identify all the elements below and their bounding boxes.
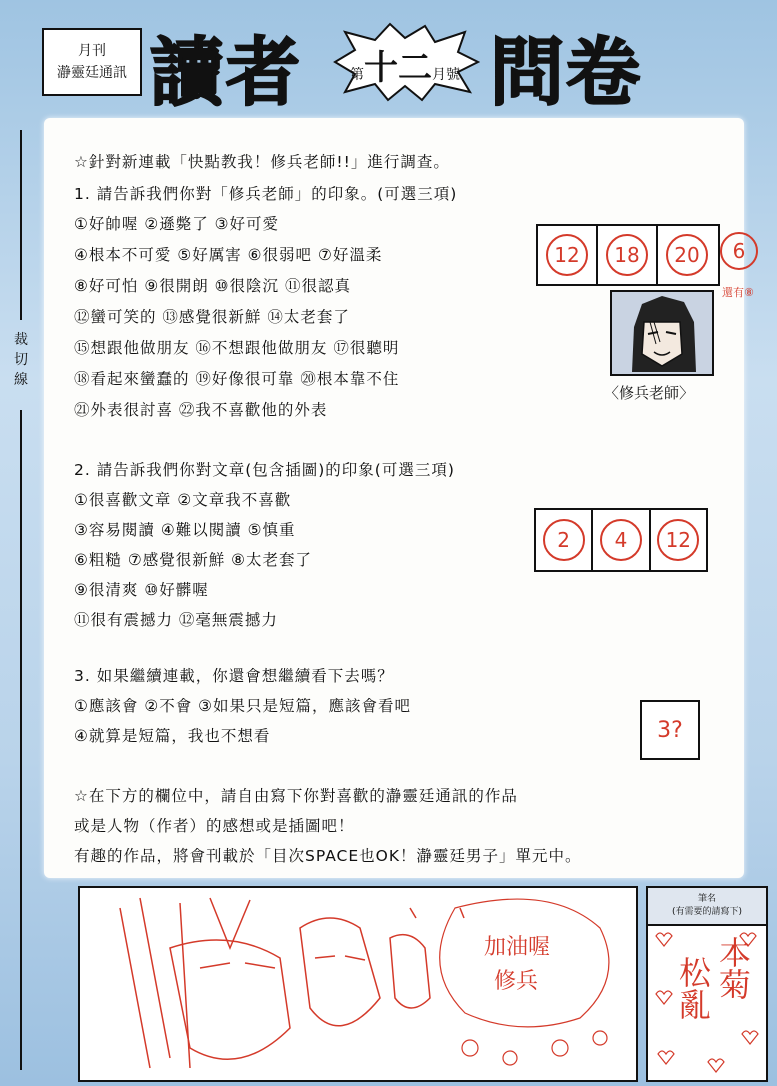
cut-char: 線 [14,372,28,388]
portrait-caption: 〈修兵老師〉 [604,384,695,402]
q1-extra-note: 還有⑧ [722,286,754,299]
cut-char: 裁 [14,332,28,348]
cut-char: 切 [14,352,28,368]
q1-option-line: ①好帥喔 ②遜斃了 ③好可愛 [74,215,280,233]
q1-option-line: ⑱看起來蠻蠢的 ⑲好像很可靠 ⑳根本靠不住 [74,370,400,388]
q1-answer: 20 [666,234,708,276]
q2-option-line: ⑨很清爽 ⑩好髒喔 [74,581,209,599]
intro-text: ☆針對新連載「快點教我！修兵老師!!」進行調查。 [74,153,450,171]
magazine-label-line2: 瀞靈廷通訊 [57,65,127,81]
cut-line-top [20,130,22,320]
heart-doodle-icon [648,924,766,1080]
issue-number: 十二 [364,48,432,88]
portrait-image [610,290,714,376]
title-right: 問卷 [490,30,642,116]
q3-answer: 3? [657,717,683,743]
q1-option-line: ⑧好可怕 ⑨很開朗 ⑩很陰沉 ⑪很認真 [74,277,351,295]
pen-name-title: 筆名 [697,894,716,904]
q1-answer-box[interactable] [536,224,720,286]
q3-title: 3. 如果繼續連載，你還會想繼續看下去嗎？ [74,667,394,685]
q1-answer: 18 [606,234,648,276]
pen-name-header [648,888,766,926]
q2-option-line: ⑪很有震撼力 ⑫毫無震撼力 [74,611,278,629]
q1-option-line: ⑫蠻可笑的 ⑬感覺很新鮮 ⑭太老套了 [74,308,350,326]
q2-answer: 12 [657,519,699,561]
bubble-line1: 加油喔 [484,935,551,960]
q2-title: 2. 請告訴我們你對文章(包含插圖)的印象(可選三項) [74,461,455,479]
pen-name-hint: (有需要的請寫下) [671,907,743,917]
q1-option-line: ④根本不可愛 ⑤好厲害 ⑥很弱吧 ⑦好溫柔 [74,246,383,264]
q1-answer: 12 [546,234,588,276]
pen-name-col1: 松亂 [674,956,712,1020]
q2-option-line: ③容易閱讀 ④難以閱讀 ⑤慎重 [74,521,296,539]
fan-sketch-icon [80,888,636,1080]
q1-option-line: ⑮想跟他做朋友 ⑯不想跟他做朋友 ⑰很聽明 [74,339,400,357]
issue-label [330,40,480,89]
q1-extra-answer: 6 [720,232,758,270]
magazine-label [42,28,142,96]
pen-name-box[interactable] [646,886,768,1082]
free-text-line: 或是人物（作者）的感想或是插圖吧！ [74,817,355,835]
q2-answer: 4 [600,519,642,561]
bubble-line2: 修兵 [494,969,539,994]
drawing-area[interactable] [78,886,638,1082]
q2-answer: 2 [543,519,585,561]
character-portrait-icon [612,292,712,374]
q3-answer-box[interactable] [640,700,700,760]
cut-line-bottom [20,410,22,1070]
title-left: 讀者 [150,30,302,116]
q1-title: 1. 請告訴我們你對「修兵老師」的印象。(可選三項) [74,185,458,203]
cut-label [6,330,36,390]
pen-name-col2: 本菊 [714,936,752,1000]
q2-option-line: ①很喜歡文章 ②文章我不喜歡 [74,491,292,509]
q3-option-line: ④就算是短篇，我也不想看 [74,727,271,745]
q1-option-line: ㉑外表很討喜 ㉒我不喜歡他的外表 [74,401,328,419]
free-text-line: ☆在下方的欄位中，請自由寫下你對喜歡的瀞靈廷通訊的作品 [74,787,518,805]
magazine-label-line1: 月刊 [78,43,106,59]
q3-option-line: ①應該會 ②不會 ③如果只是短篇，應該會看吧 [74,697,412,715]
q2-option-line: ⑥粗糙 ⑦感覺很新鮮 ⑧太老套了 [74,551,313,569]
issue-suffix: 月號 [432,67,460,83]
issue-prefix: 第 [350,67,364,83]
free-text-line: 有趣的作品，將會刊載於「目次SPACE也OK！瀞靈廷男子」單元中。 [74,847,582,865]
q2-answer-box[interactable] [534,508,708,572]
